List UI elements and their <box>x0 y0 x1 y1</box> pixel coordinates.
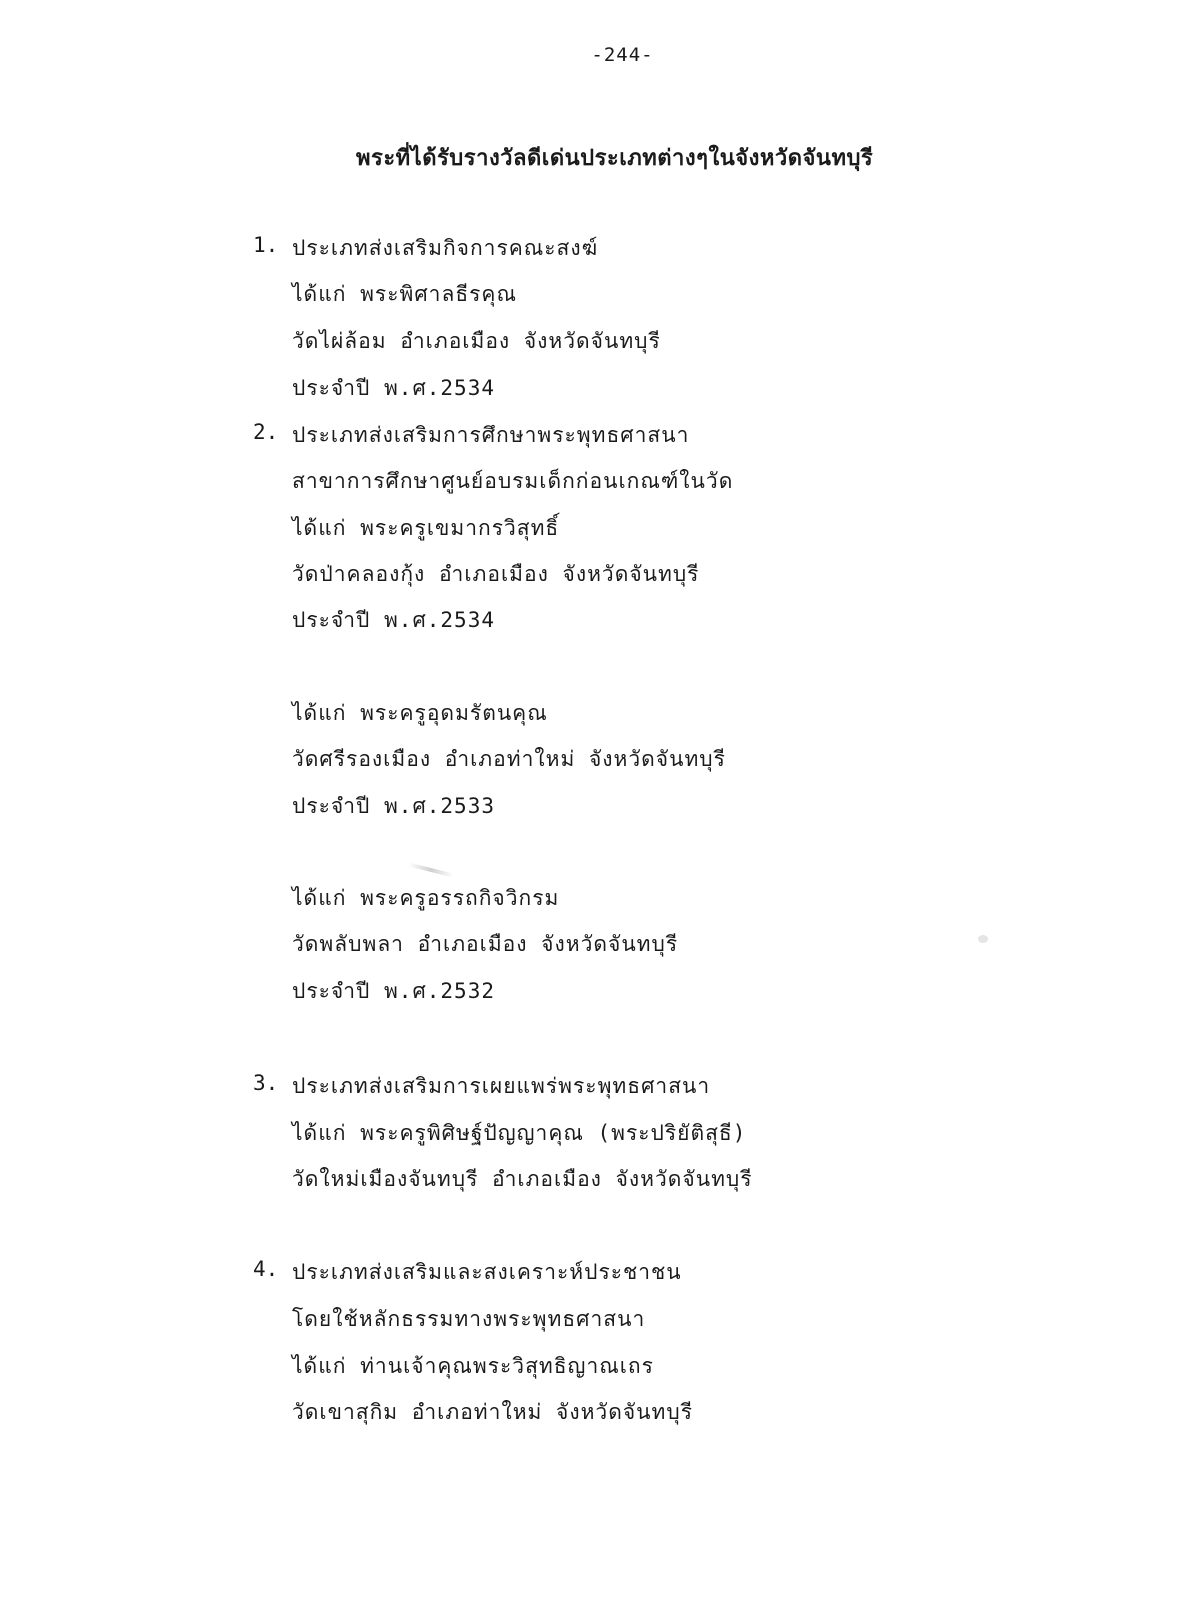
section-heading: ประเภทส่งเสริมกิจการคณะสงฆ์ <box>292 236 599 260</box>
section-subheading: สาขาการศึกษาศูนย์อบรมเด็กก่อนเกณฑ์ในวัด <box>292 469 734 493</box>
year-line: ประจำปี พ.ศ.2533 <box>292 794 495 818</box>
section-heading: ประเภทส่งเสริมการเผยแพร่พระพุทธศาสนา <box>292 1074 711 1098</box>
section-number: 2. <box>253 420 279 444</box>
awardee-line: ได้แก่ พระพิศาลธีรคุณ <box>292 282 517 306</box>
scan-speck <box>978 935 988 943</box>
awardee-line: ได้แก่ ท่านเจ้าคุณพระวิสุทธิญาณเถร <box>292 1354 654 1378</box>
temple-line: วัดใหม่เมืองจันทบุรี อำเภอเมือง จังหวัดจันทบุรี <box>292 1167 753 1191</box>
section-heading: ประเภทส่งเสริมและสงเคราะห์ประชาชน <box>292 1260 682 1284</box>
temple-line: วัดเขาสุกิม อำเภอท่าใหม่ จังหวัดจันทบุรี <box>292 1400 693 1424</box>
awardee-line: ได้แก่ พระครูพิศิษฐ์ปัญญาคุณ (พระปริยัติสุธี) <box>292 1121 747 1145</box>
awardee-line: ได้แก่ พระครูเขมากรวิสุทธิ์ <box>292 516 560 540</box>
year-line: ประจำปี พ.ศ.2534 <box>292 608 495 632</box>
temple-line: วัดพลับพลา อำเภอเมือง จังหวัดจันทบุรี <box>292 932 679 956</box>
year-line: ประจำปี พ.ศ.2532 <box>292 979 495 1003</box>
page-number: -244- <box>591 44 654 66</box>
page-title: พระที่ได้รับรางวัลดีเด่นประเภทต่างๆในจังหวัดจันทบุรี <box>356 146 874 171</box>
awardee-line: ได้แก่ พระครูอรรถกิจวิกรม <box>292 886 560 910</box>
year-line: ประจำปี พ.ศ.2534 <box>292 376 495 400</box>
temple-line: วัดศรีรองเมือง อำเภอท่าใหม่ จังหวัดจันทบุรี <box>292 747 726 771</box>
scan-smudge <box>408 862 454 877</box>
awardee-line: ได้แก่ พระครูอุดมรัตนคุณ <box>292 701 548 725</box>
temple-line: วัดไผ่ล้อม อำเภอเมือง จังหวัดจันทบุรี <box>292 329 661 353</box>
section-number: 1. <box>253 233 279 257</box>
section-number: 4. <box>253 1257 279 1281</box>
section-subheading: โดยใช้หลักธรรมทางพระพุทธศาสนา <box>292 1307 646 1331</box>
section-heading: ประเภทส่งเสริมการศึกษาพระพุทธศาสนา <box>292 423 690 447</box>
temple-line: วัดป่าคลองกุ้ง อำเภอเมือง จังหวัดจันทบุรี <box>292 562 700 586</box>
section-number: 3. <box>253 1071 279 1095</box>
